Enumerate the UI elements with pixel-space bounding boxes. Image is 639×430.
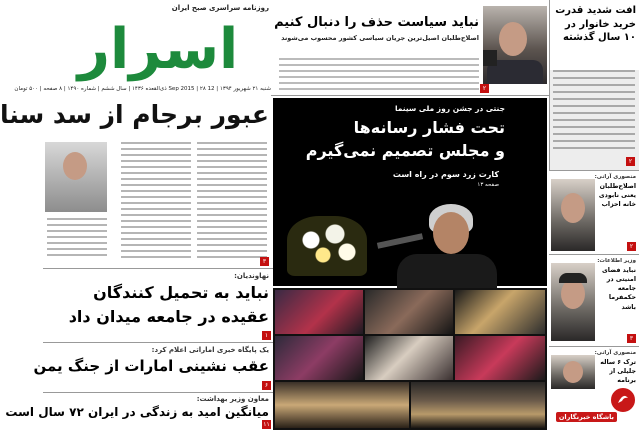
lower-story-1[interactable] <box>43 268 273 342</box>
dateline: شنبه ۲۱ شهریور ۱۳۹۴ | 12 Sep 2015 | ۲۸ ذی‌القعده ۱۴۳۶ | سال ششم | شماره ۱۴۹۰ | ۸ صفحه | ۵۰۰ تومان <box>14 86 271 92</box>
logo-text: اسرار <box>77 17 239 82</box>
lead-title-line1[interactable]: تحت فشار رسانه‌ها <box>353 118 505 137</box>
main-story-body <box>43 142 271 268</box>
page-badge: ۳ <box>627 334 636 343</box>
page-badge: ۲ <box>626 157 635 166</box>
site-logo-icon <box>609 386 637 414</box>
lead-title-line2[interactable]: و مجلس تصمیم نمی‌گیرم <box>305 141 505 160</box>
right-top-story[interactable] <box>549 0 639 170</box>
photo-grid <box>273 288 547 430</box>
watermark-text: باشگاه خبرنگاران <box>556 412 617 422</box>
lower-kicker: نهاوندیان: <box>234 272 269 280</box>
page-badge: ۱ <box>262 331 271 340</box>
lower-story-3[interactable] <box>5 392 273 430</box>
event-photo <box>365 290 453 334</box>
story-title[interactable]: نباید سیاست حذف را دنبال کنیم <box>274 15 479 30</box>
portrait-photo <box>483 6 547 84</box>
page-badge: ۶ <box>262 381 271 390</box>
lead-page-note: صفحه ۱۳ <box>477 182 499 188</box>
politician-photo <box>551 179 595 251</box>
right-item-text[interactable]: اصلاح‌طلبان یعنی نابودی خانه احزاب <box>598 183 636 209</box>
lower-title[interactable]: نباید به تحمیل کنندگان عقیده در جامعه میدان داد <box>68 283 269 326</box>
lower-title[interactable]: عقب نشینی امارات از جنگ یمن <box>33 357 269 375</box>
page-badge: ۲ <box>627 242 636 251</box>
right-item-1[interactable] <box>549 170 639 254</box>
site-watermark <box>551 384 637 426</box>
right-item-text[interactable]: ترک ۶ ساله جلیلی از برنامه <box>600 359 636 385</box>
speaker-image <box>377 198 497 298</box>
right-item-kicker: منصوری آرانی: <box>594 174 636 180</box>
event-photo <box>411 382 545 428</box>
main-headline[interactable] <box>0 96 273 142</box>
right-item-kicker: منصوری آرانی: <box>594 350 636 356</box>
right-item-2[interactable] <box>549 254 639 346</box>
main-headline-text[interactable]: عبور برجام از سد سنا <box>0 100 269 129</box>
masthead <box>45 2 271 90</box>
right-item-text[interactable]: نباید فضای امنیتی در جامعه حکمفرما باشد <box>602 267 636 311</box>
lower-title[interactable]: میانگین امید به زندگی در ایران ۷۲ سال است <box>5 405 269 419</box>
minister-photo <box>551 263 595 341</box>
event-photo <box>275 382 409 428</box>
lower-story-2[interactable] <box>33 342 273 392</box>
event-photo <box>275 336 363 380</box>
story-body-lines <box>279 58 479 94</box>
masthead-tagline: روزنامه سراسری صبح ایران <box>171 4 269 12</box>
page-badge: ۳ <box>260 257 269 266</box>
page-badge: ۲ <box>480 84 489 93</box>
right-top-body-lines <box>553 70 635 154</box>
event-photo <box>455 336 545 380</box>
minister-photo <box>45 142 107 212</box>
right-item-kicker: وزیر اطلاعات: <box>597 258 636 264</box>
event-photo <box>275 290 363 334</box>
page-badge: ۱۱ <box>263 421 270 428</box>
lead-subtitle: کارت زرد سوم در راه است <box>392 170 499 179</box>
lower-kicker: یک پایگاه خبری اماراتی اعلام کرد: <box>151 346 269 354</box>
top-center-story[interactable] <box>271 2 549 96</box>
lead-kicker: جنتی در جشن روز ملی سینما <box>394 104 505 113</box>
event-photo <box>365 336 453 380</box>
event-photo <box>455 290 545 334</box>
story-subtitle: اصلاح‌طلبان اصیل‌ترین جریان سیاسی کشور محسوب می‌شوند <box>281 34 479 42</box>
flower-bouquet-image <box>287 216 367 276</box>
newspaper-logo <box>49 12 267 82</box>
lead-photo-story[interactable] <box>273 98 547 286</box>
right-top-title[interactable]: افت شدید قدرت خرید خانوار در ۱۰ سال گذشته <box>555 5 636 43</box>
lower-kicker: معاون وزیر بهداشت: <box>196 395 269 403</box>
